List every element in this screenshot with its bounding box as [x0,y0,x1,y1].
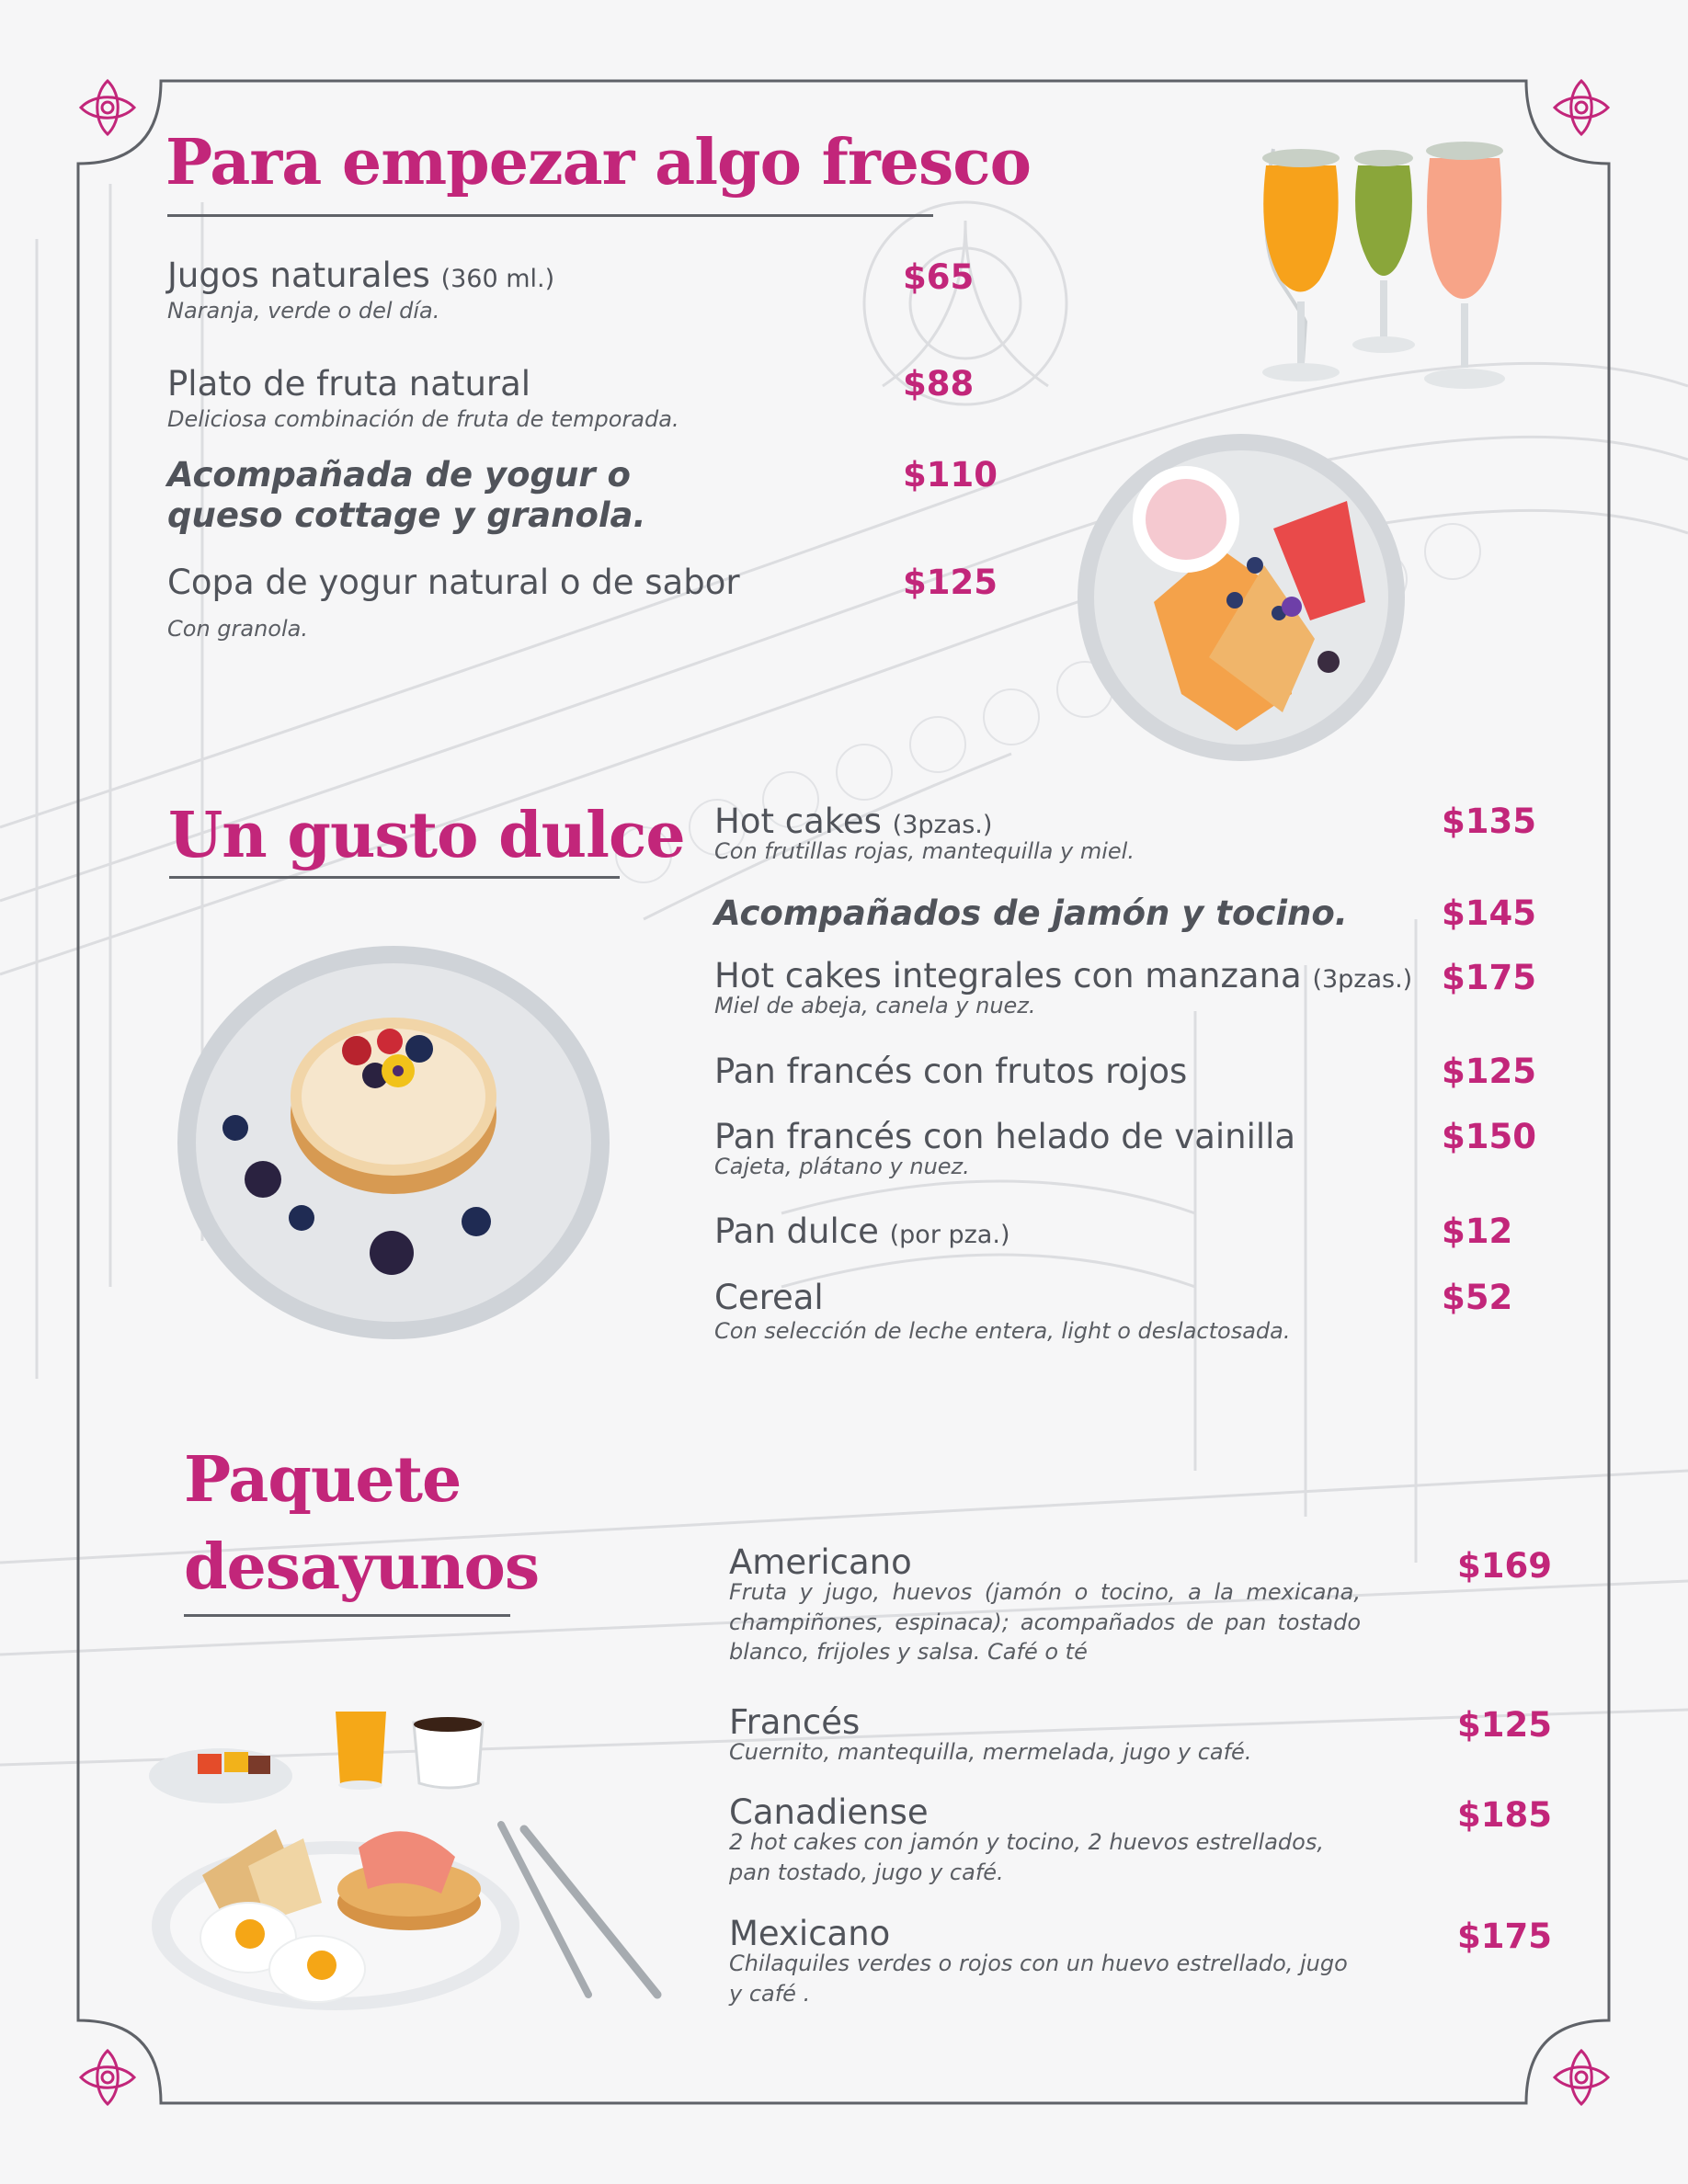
item-price: $185 [1457,1795,1552,1835]
item-subline: Acompañados de jamón y tocino. [714,893,1348,933]
menu-item-hot-cakes [714,802,1413,867]
item-description: Con granola. [167,616,308,643]
menu-item-hot-cakes-integrales [714,956,1431,1021]
item-qty: (360 ml.) [440,265,555,293]
section-title-sweet: Un gusto dulce [168,799,685,872]
section-rule [184,1614,510,1617]
item-description: Con selección de leche entera, light o deslactosada. [714,1318,1291,1345]
item-name: Pan dulce [714,1211,879,1251]
menu-item-frances [729,1702,1361,1768]
section-title-breakfast-line2: desayunos [184,1530,540,1604]
item-name: Cereal [714,1278,824,1317]
fruit-plate-image [1071,418,1411,772]
item-description: 2 hot cakes con jamón y tocino, 2 huevos estrellados, pan tostado, jugo y café. [729,1829,1324,1885]
item-subline: Acompañada de yogur o queso cottage y granola. [167,455,646,536]
menu-item-pan-dulce [714,1211,1413,1252]
juice-glasses-image [1246,138,1531,409]
item-name: Plato de fruta natural [167,364,531,404]
menu-item-acompanados [714,893,1413,934]
item-name: Hot cakes integrales con manzana [714,956,1302,995]
item-name: Pan francés con helado de vainilla [714,1117,1296,1156]
section-rule [167,214,933,217]
section-title-fresh: Para empezar algo fresco [165,126,1031,199]
item-price: $135 [1442,802,1536,841]
item-description: Cuernito, mantequilla, mermelada, jugo y café. [729,1739,1252,1766]
item-price: $145 [1442,893,1536,933]
corner-ornament-icon [1549,2045,1614,2110]
item-price: $169 [1457,1546,1552,1586]
menu-item-pan-frances-frutos [714,1052,1413,1092]
item-name: Francés [729,1702,861,1742]
menu-item-canadiense [729,1792,1361,1887]
corner-ornament-icon [75,75,140,140]
item-description: Naranja, verde o del día. [167,298,440,324]
corner-ornament-icon [1549,75,1614,140]
item-description: Chilaquiles verdes o rojos con un huevo estrellado, jugo y café . [729,1951,1348,2007]
menu-item-americano [729,1542,1361,1667]
menu-item-copa-yogur [167,563,884,644]
item-price: $125 [1442,1052,1536,1091]
item-price: $125 [903,563,998,602]
item-qty: (3pzas.) [1312,965,1413,994]
item-price: $175 [1442,958,1536,997]
item-price: $52 [1442,1278,1513,1317]
section-title-breakfast-line1: Paquete [184,1443,462,1517]
breakfast-set-image [147,1701,671,2018]
item-price: $110 [903,455,998,495]
menu-item-plato-fruta [167,364,884,435]
item-description: Miel de abeja, canela y nuez. [714,993,1036,1019]
item-description: Fruta y jugo, huevos (jamón o tocino, a la mexicana, champiñones, espinaca); acompañados de pan tostado blanco, frijoles y salsa. Café o té [729,1579,1361,1666]
item-price: $12 [1442,1211,1513,1251]
item-name: Pan francés con frutos rojos [714,1052,1188,1091]
item-description: Con frutillas rojas, mantequilla y miel. [714,838,1135,865]
item-price: $88 [903,364,975,404]
item-name: Copa de yogur natural o de sabor [167,563,740,602]
item-qty: (3pzas.) [892,811,993,839]
item-name: Jugos naturales [167,256,430,295]
item-description: Deliciosa combinación de fruta de temporada. [167,406,679,433]
item-price: $125 [1457,1705,1552,1745]
item-name: Hot cakes [714,802,882,841]
item-name: Americano [729,1542,912,1582]
menu-item-pan-frances-helado [714,1117,1413,1182]
item-price: $65 [903,257,975,297]
menu-item-mexicano [729,1914,1361,2008]
menu-item-jugos [167,256,884,326]
menu-item-acompanada [167,455,701,537]
item-name: Mexicano [729,1914,891,1953]
item-description: Cajeta, plátano y nuez. [714,1154,970,1180]
menu-item-cereal [714,1278,1413,1347]
item-price: $175 [1457,1917,1552,1956]
corner-ornament-icon [75,2045,140,2110]
item-name: Canadiense [729,1792,929,1832]
section-rule [169,876,620,879]
pancakes-plate-image [173,942,614,1342]
item-qty: (por pza.) [889,1221,1010,1249]
item-price: $150 [1442,1117,1536,1156]
